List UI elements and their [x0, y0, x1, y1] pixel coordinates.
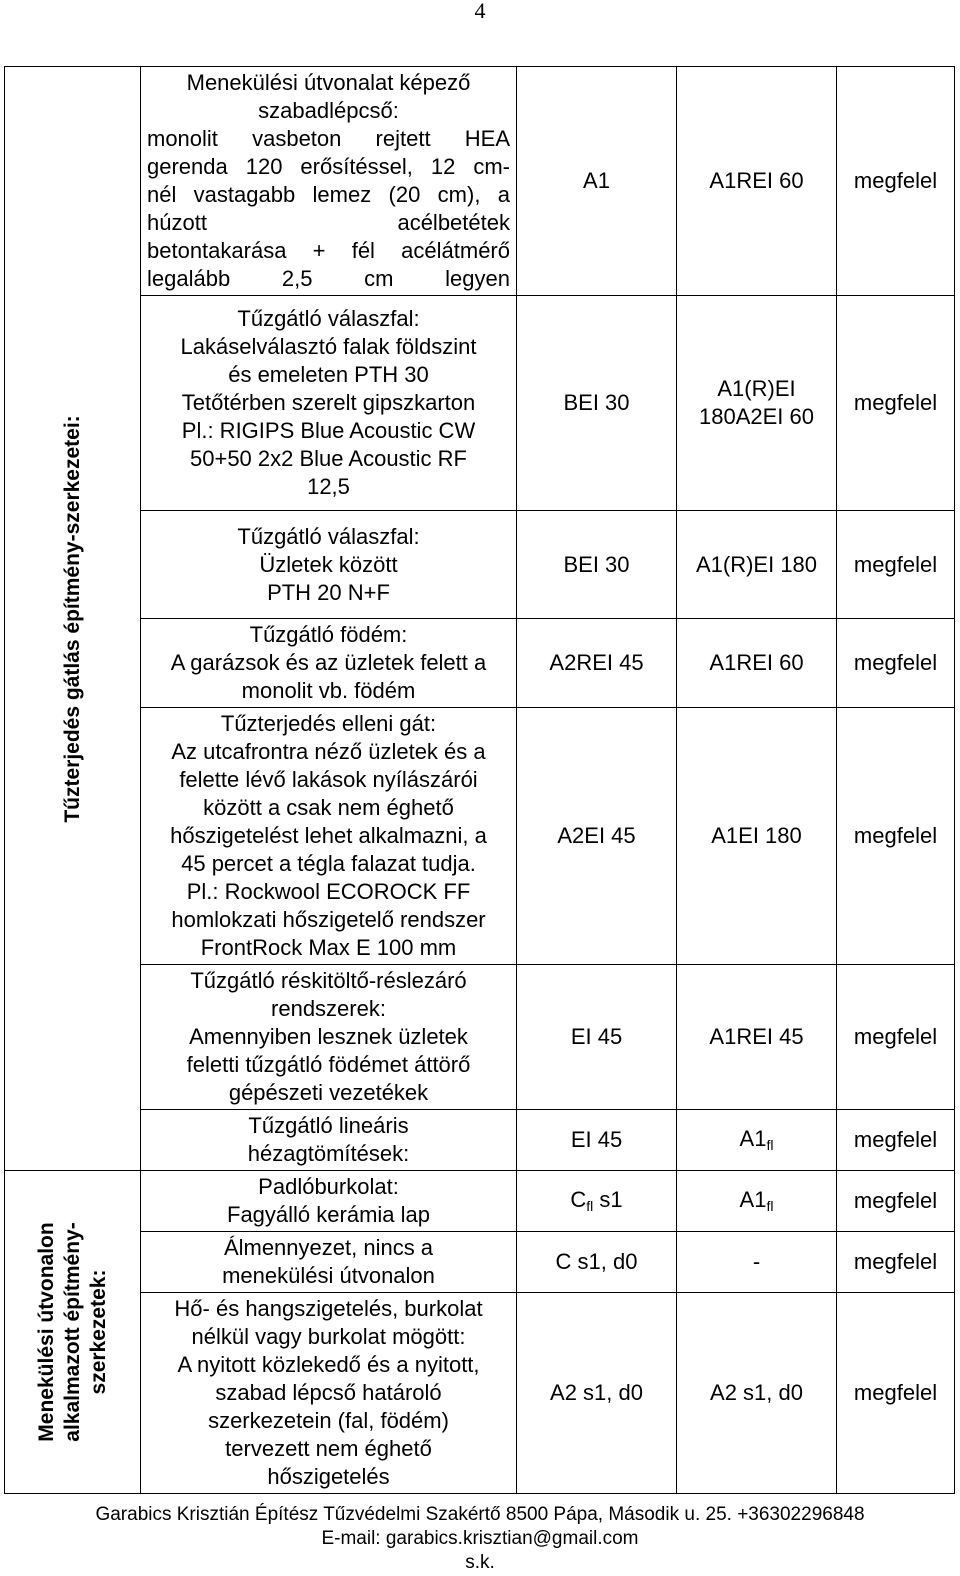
cell-line: megfelel	[853, 1188, 938, 1213]
cell-line: Menekülési útvonalat képező	[186, 70, 471, 95]
description-cell	[141, 619, 517, 708]
cell-line: A nyitott közlekedő és a nyitott,	[177, 1352, 480, 1377]
cell-line: A1	[709, 650, 737, 675]
cell-line: Tűzterjedés elleni gát:	[220, 711, 437, 736]
cell-line: A1	[711, 823, 739, 848]
fire-protection-table	[4, 66, 955, 1494]
cell-line: között a csak nem éghető	[203, 795, 454, 820]
cell-line: EI 30	[578, 551, 630, 577]
description-cell	[141, 511, 517, 619]
cell-line: Lakáselválasztó falak földszint	[180, 334, 477, 359]
cell-line: Tűzgátló válaszfal:	[237, 306, 420, 331]
table-row	[5, 67, 955, 296]
class-subscript: fl	[766, 1137, 774, 1153]
cell-line: A2 s1, d0	[710, 1380, 803, 1405]
cell-line: hőszigetelés	[267, 1464, 390, 1489]
required-class-cell	[677, 708, 837, 965]
description-cell	[141, 67, 517, 296]
cell-line: rendszerek:	[271, 996, 386, 1021]
table-row	[5, 1171, 955, 1232]
reaction-class-cell	[517, 708, 677, 965]
cell-line: megfelel	[853, 551, 938, 577]
group-label-line: Menekülési útvonalon	[34, 1222, 58, 1442]
required-class-cell	[677, 1171, 837, 1232]
conformity-cell	[837, 1293, 955, 1494]
required-class-cell	[677, 1232, 837, 1293]
required-class-cell	[677, 619, 837, 708]
cell-line: betontakarása + fél acélátmérő	[147, 238, 510, 263]
cell-line: REI 60	[736, 168, 804, 193]
cell-line: (R)EI 180	[722, 551, 818, 577]
cell-line: Hő- és hangszigetelés, burkolat	[174, 1296, 483, 1321]
cell-line: Tetőtérben szerelt gipszkarton	[181, 390, 476, 415]
cell-line: REI 60	[736, 650, 804, 675]
cell-line: EI 45	[570, 1127, 623, 1152]
cell-line: megfelel	[853, 1380, 938, 1405]
class-value: A1	[739, 1126, 767, 1151]
cell-line: megfelel	[853, 823, 938, 848]
class-value: A1	[739, 1187, 767, 1212]
cell-line: megfelel	[853, 168, 938, 193]
reaction-class-cell	[517, 1110, 677, 1171]
group-label-line: Tűzterjedés gátlás építmény-szerkezetei:	[60, 414, 84, 823]
cell-line: tervezett nem éghető	[225, 1436, 432, 1461]
cell-line: REI 45	[736, 1024, 804, 1049]
cell-line: Álmennyezet, nincs a	[223, 1235, 434, 1260]
cell-line: 12,5	[307, 474, 350, 499]
required-class-cell	[677, 1293, 837, 1494]
cell-line: megfelel	[853, 650, 938, 675]
cell-line: EI 45	[570, 1024, 623, 1049]
cell-line: B	[563, 390, 579, 415]
cell-line: megfelel	[853, 1127, 938, 1152]
group-label-line: alkalmazott építmény-	[60, 1222, 84, 1442]
description-cell	[141, 1110, 517, 1171]
cell-line: megfelel	[853, 390, 938, 415]
cell-line: Üzletek között	[259, 551, 398, 577]
required-class-cell	[677, 511, 837, 619]
cell-line: hézagtömítések:	[247, 1141, 410, 1166]
cell-line: szabadlépcső:	[258, 98, 399, 123]
cell-line: A1	[717, 376, 745, 401]
conformity-cell	[837, 965, 955, 1110]
cell-line: A2	[557, 823, 585, 848]
cell-line: Pl.: Rockwool ECOROCK FF	[186, 879, 471, 904]
cell-line: megfelel	[853, 1024, 938, 1049]
class-value: C	[570, 1187, 587, 1212]
table-row	[5, 511, 955, 619]
cell-line: A garázsok és az üzletek felett a	[170, 650, 487, 675]
group-label-line: szerkezetek:	[86, 1269, 110, 1395]
page-number: 4	[474, 0, 486, 23]
description-cell	[141, 1171, 517, 1232]
table-row	[5, 619, 955, 708]
cell-line: A2 s1, d0	[550, 1380, 643, 1405]
cell-line: felette lévő lakások nyílászárói	[179, 767, 478, 792]
reaction-class-cell	[517, 1171, 677, 1232]
cell-line: homlokzati hőszigetelő rendszer	[171, 907, 486, 932]
cell-line: EI 60	[762, 404, 814, 429]
group-label-cell	[5, 67, 141, 1171]
cell-line: Az utcafrontra néző üzletek és a	[171, 739, 486, 764]
cell-line: Tűzgátló födém:	[249, 622, 408, 647]
cell-line: A1	[583, 168, 610, 193]
cell-line: B	[563, 551, 579, 577]
reaction-class-cell	[517, 619, 677, 708]
cell-line: 45 percet a tégla falazat tudja.	[181, 851, 476, 876]
reaction-class-cell	[517, 1232, 677, 1293]
cell-line: nélkül vagy burkolat mögött:	[191, 1324, 466, 1349]
cell-line: A1	[709, 1024, 737, 1049]
cell-line: szabad lépcső határoló	[215, 1380, 442, 1405]
cell-line: és emeleten PTH 30	[228, 362, 429, 387]
cell-line: (R)EI 180	[698, 376, 796, 429]
cell-line: EI 180	[738, 823, 802, 848]
class-subscript: fl	[586, 1198, 594, 1214]
reaction-class-cell	[517, 1293, 677, 1494]
cell-line: EI 45	[584, 823, 636, 848]
cell-line: REI 45	[576, 650, 644, 675]
cell-line: Tűzgátló réskitöltő-réslezáró	[190, 968, 467, 993]
description-cell	[141, 708, 517, 965]
cell-line: A2	[549, 650, 577, 675]
conformity-cell	[837, 1232, 955, 1293]
description-cell	[141, 1232, 517, 1293]
group-label	[34, 1222, 112, 1441]
reaction-class-cell	[517, 965, 677, 1110]
cell-line: menekülési útvonalon	[222, 1263, 435, 1288]
cell-line: szerkezetein (fal, födém)	[208, 1408, 449, 1433]
table-row	[5, 1110, 955, 1171]
table-row	[5, 1232, 955, 1293]
conformity-cell	[837, 619, 955, 708]
conformity-cell	[837, 67, 955, 296]
class-subscript: fl	[766, 1198, 774, 1214]
cell-line: Pl.: RIGIPS Blue Acoustic CW	[181, 418, 476, 443]
footer-email: E-mail: garabics.krisztian@gmail.com	[321, 1528, 639, 1549]
required-class-cell	[677, 67, 837, 296]
cell-line: A1	[709, 168, 737, 193]
cell-line: legalább 2,5 cm legyen	[147, 266, 510, 291]
cell-line: Tűzgátló lineáris	[248, 1113, 409, 1138]
cell-line: gépészeti vezetékek	[228, 1080, 429, 1105]
conformity-cell	[837, 511, 955, 619]
conformity-cell	[837, 1110, 955, 1171]
cell-line: húzott acélbetétek	[147, 210, 510, 235]
reaction-class-cell	[517, 296, 677, 511]
footer-signature: s.k.	[465, 1552, 495, 1573]
cell-line: Tűzgátló válaszfal:	[237, 523, 420, 549]
cell-line: FrontRock Max E 100 mm	[200, 935, 457, 960]
required-class-cell	[677, 296, 837, 511]
required-class-cell	[677, 1110, 837, 1171]
description-cell	[141, 296, 517, 511]
cell-line: feletti tűzgátló födémet áttörő	[186, 1052, 471, 1077]
cell-line: A2	[735, 404, 763, 429]
cell-line: Amennyiben lesznek üzletek	[189, 1024, 468, 1049]
description-cell	[141, 965, 517, 1110]
cell-line: nél vastagabb lemez (20 cm), a	[147, 182, 510, 207]
cell-line: monolit vasbeton rejtett HEA	[147, 126, 510, 151]
table-row	[5, 1293, 955, 1494]
cell-line: 50+50 2x2 Blue Acoustic RF	[190, 446, 467, 471]
cell-line: C s1, d0	[555, 1249, 638, 1274]
reaction-class-cell	[517, 511, 677, 619]
reaction-class-cell	[517, 67, 677, 296]
table-row	[5, 296, 955, 511]
cell-line: gerenda 120 erősítéssel, 12 cm-	[147, 154, 510, 179]
cell-line: Fagyálló kerámia lap	[227, 1202, 430, 1227]
cell-line: monolit vb. födém	[241, 678, 416, 703]
required-class-cell	[677, 965, 837, 1110]
cell-line: hőszigetelést lehet alkalmazni, a	[170, 823, 487, 848]
footer-contact: Garabics Krisztián Építész Tűzvédelmi Szakértő 8500 Pápa, Második u. 25. +36302296848	[95, 1504, 865, 1525]
conformity-cell	[837, 708, 955, 965]
class-suffix: s1	[593, 1187, 623, 1212]
group-label-cell	[5, 1171, 141, 1494]
table-row	[5, 708, 955, 965]
conformity-cell	[837, 1171, 955, 1232]
table-row	[5, 965, 955, 1110]
group-label	[60, 415, 86, 822]
cell-line: Padlóburkolat:	[258, 1174, 399, 1199]
footer	[0, 1503, 960, 1575]
conformity-cell	[837, 296, 955, 511]
cell-line: EI 30	[578, 390, 630, 415]
cell-line: -	[752, 1249, 761, 1274]
cell-line: A1	[695, 551, 723, 577]
cell-line: megfelel	[853, 1249, 938, 1274]
description-cell	[141, 1293, 517, 1494]
cell-line: PTH 20 N+F	[267, 579, 390, 605]
